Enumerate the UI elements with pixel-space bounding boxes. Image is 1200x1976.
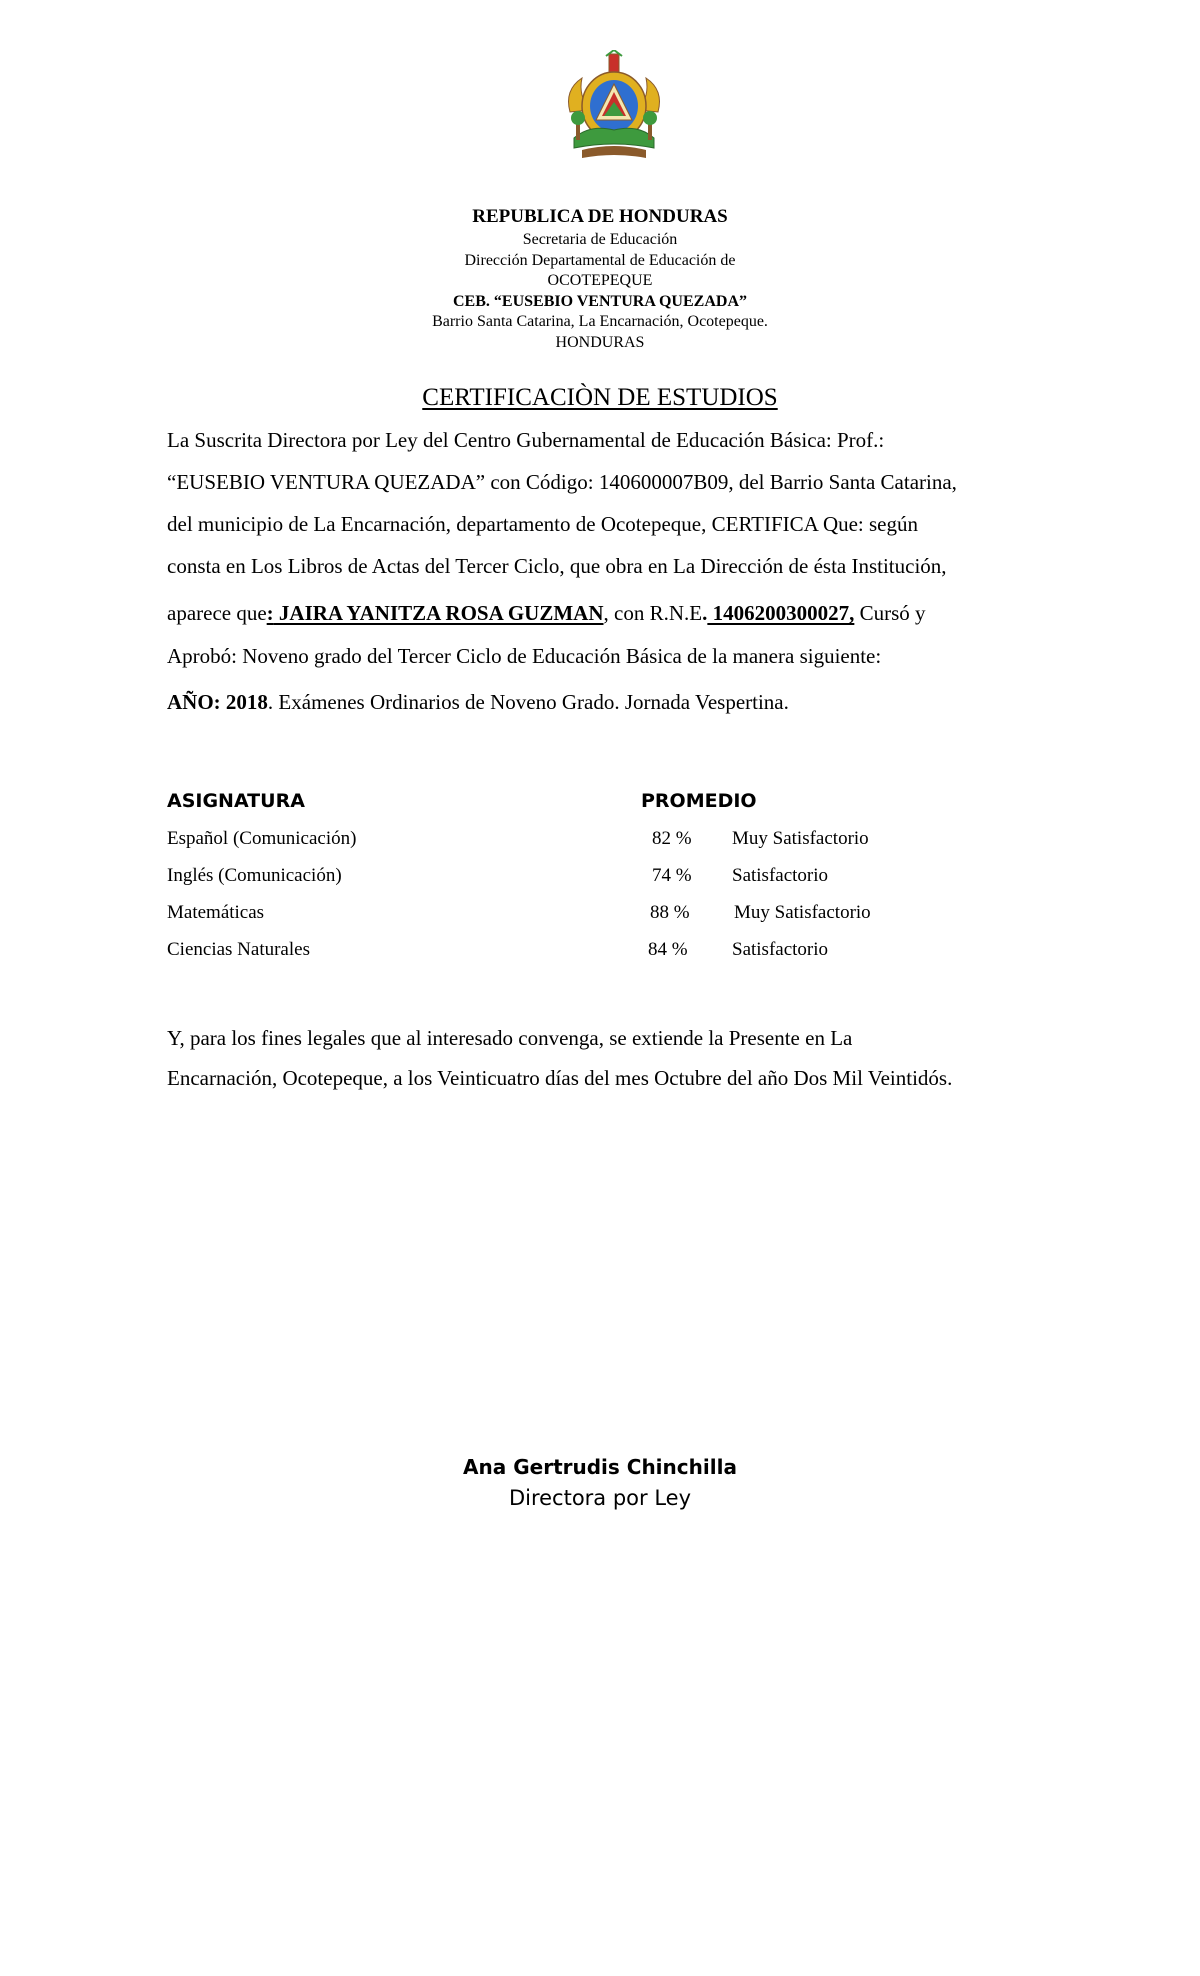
- signature-block: [0, 1452, 1200, 1514]
- header-average: PROMEDIO: [641, 790, 757, 812]
- header-subject: ASIGNATURA: [167, 790, 305, 812]
- student-name: JAIRA YANITZA ROSA GUZMAN: [273, 601, 604, 625]
- rating-cell: Muy Satisfactorio: [734, 902, 871, 923]
- year-line: [167, 690, 789, 715]
- signatory-role: Directora por Ley: [508, 1486, 692, 1510]
- subject-cell: Matemáticas: [167, 902, 265, 923]
- line5-colon: :: [266, 601, 274, 625]
- score-cell: 74 %: [652, 865, 692, 886]
- header-address: Barrio Santa Catarina, La Encarnación, Ocotepeque.: [432, 313, 768, 330]
- signatory-name: Ana Gertrudis Chinchilla: [463, 1455, 737, 1479]
- subject-cell: Ciencias Naturales: [167, 939, 310, 960]
- closing-line-2: Encarnación, Ocotepeque, a los Veinticuatro días del mes Octubre del año Dos Mil Veintidós.: [167, 1066, 953, 1090]
- line5-dot: .: [702, 601, 708, 625]
- score-cell: 88 %: [650, 902, 690, 923]
- rne-number: 1406200300027,: [707, 601, 855, 625]
- body-line-5: [167, 601, 926, 626]
- year-label: AÑO:: [167, 690, 221, 714]
- rating-cell: Satisfactorio: [732, 865, 829, 886]
- honduras-coat-of-arms-icon: [560, 50, 668, 162]
- body-line-3: del municipio de La Encarnación, departamento de Ocotepeque, CERTIFICA Que: según: [167, 512, 919, 536]
- rating-cell: Muy Satisfactorio: [732, 828, 869, 849]
- table-row: [167, 828, 967, 858]
- line5-mid: , con R.N.E: [603, 601, 703, 625]
- line5-suffix: Cursó y: [854, 601, 926, 625]
- year-rest: . Exámenes Ordinarios de Noveno Grado. Jornada Vespertina.: [267, 690, 789, 714]
- body-line-6: Aprobó: Noveno grado del Tercer Ciclo de Educación Básica de la manera siguiente:: [167, 644, 882, 668]
- table-row: [167, 865, 967, 895]
- year-value: 2018: [220, 690, 268, 714]
- header-ministry: Secretaria de Educación: [522, 231, 678, 248]
- header-department-region: OCOTEPEQUE: [547, 272, 653, 289]
- subject-cell: Inglés (Comunicación): [167, 865, 342, 886]
- header-nation: HONDURAS: [555, 333, 645, 351]
- score-cell: 84 %: [648, 939, 688, 960]
- header-department: Dirección Departamental de Educación de: [464, 251, 736, 269]
- body-line-2: “EUSEBIO VENTURA QUEZADA” con Código: 140600007B09, del Barrio Santa Catarina,: [167, 470, 957, 494]
- closing-line-1: Y, para los fines legales que al interesado convenga, se extiende la Presente en La: [167, 1026, 853, 1050]
- certificate-title: CERTIFICACIÒN DE ESTUDIOS: [422, 384, 778, 411]
- header-country: REPUBLICA DE HONDURAS: [472, 206, 728, 227]
- rating-cell: Satisfactorio: [732, 939, 829, 960]
- header-school: CEB. “EUSEBIO VENTURA QUEZADA”: [453, 292, 747, 310]
- score-cell: 82 %: [652, 828, 692, 849]
- table-row: [167, 939, 967, 969]
- line5-prefix: aparece que: [167, 601, 267, 625]
- subject-cell: Español (Comunicación): [167, 828, 357, 849]
- document-header: [0, 204, 1200, 353]
- body-line-1: La Suscrita Directora por Ley del Centro Gubernamental de Educación Básica: Prof.:: [167, 428, 885, 452]
- body-line-4: consta en Los Libros de Actas del Tercer Ciclo, que obra en La Dirección de ésta Institución,: [167, 554, 947, 578]
- table-row: [167, 902, 967, 932]
